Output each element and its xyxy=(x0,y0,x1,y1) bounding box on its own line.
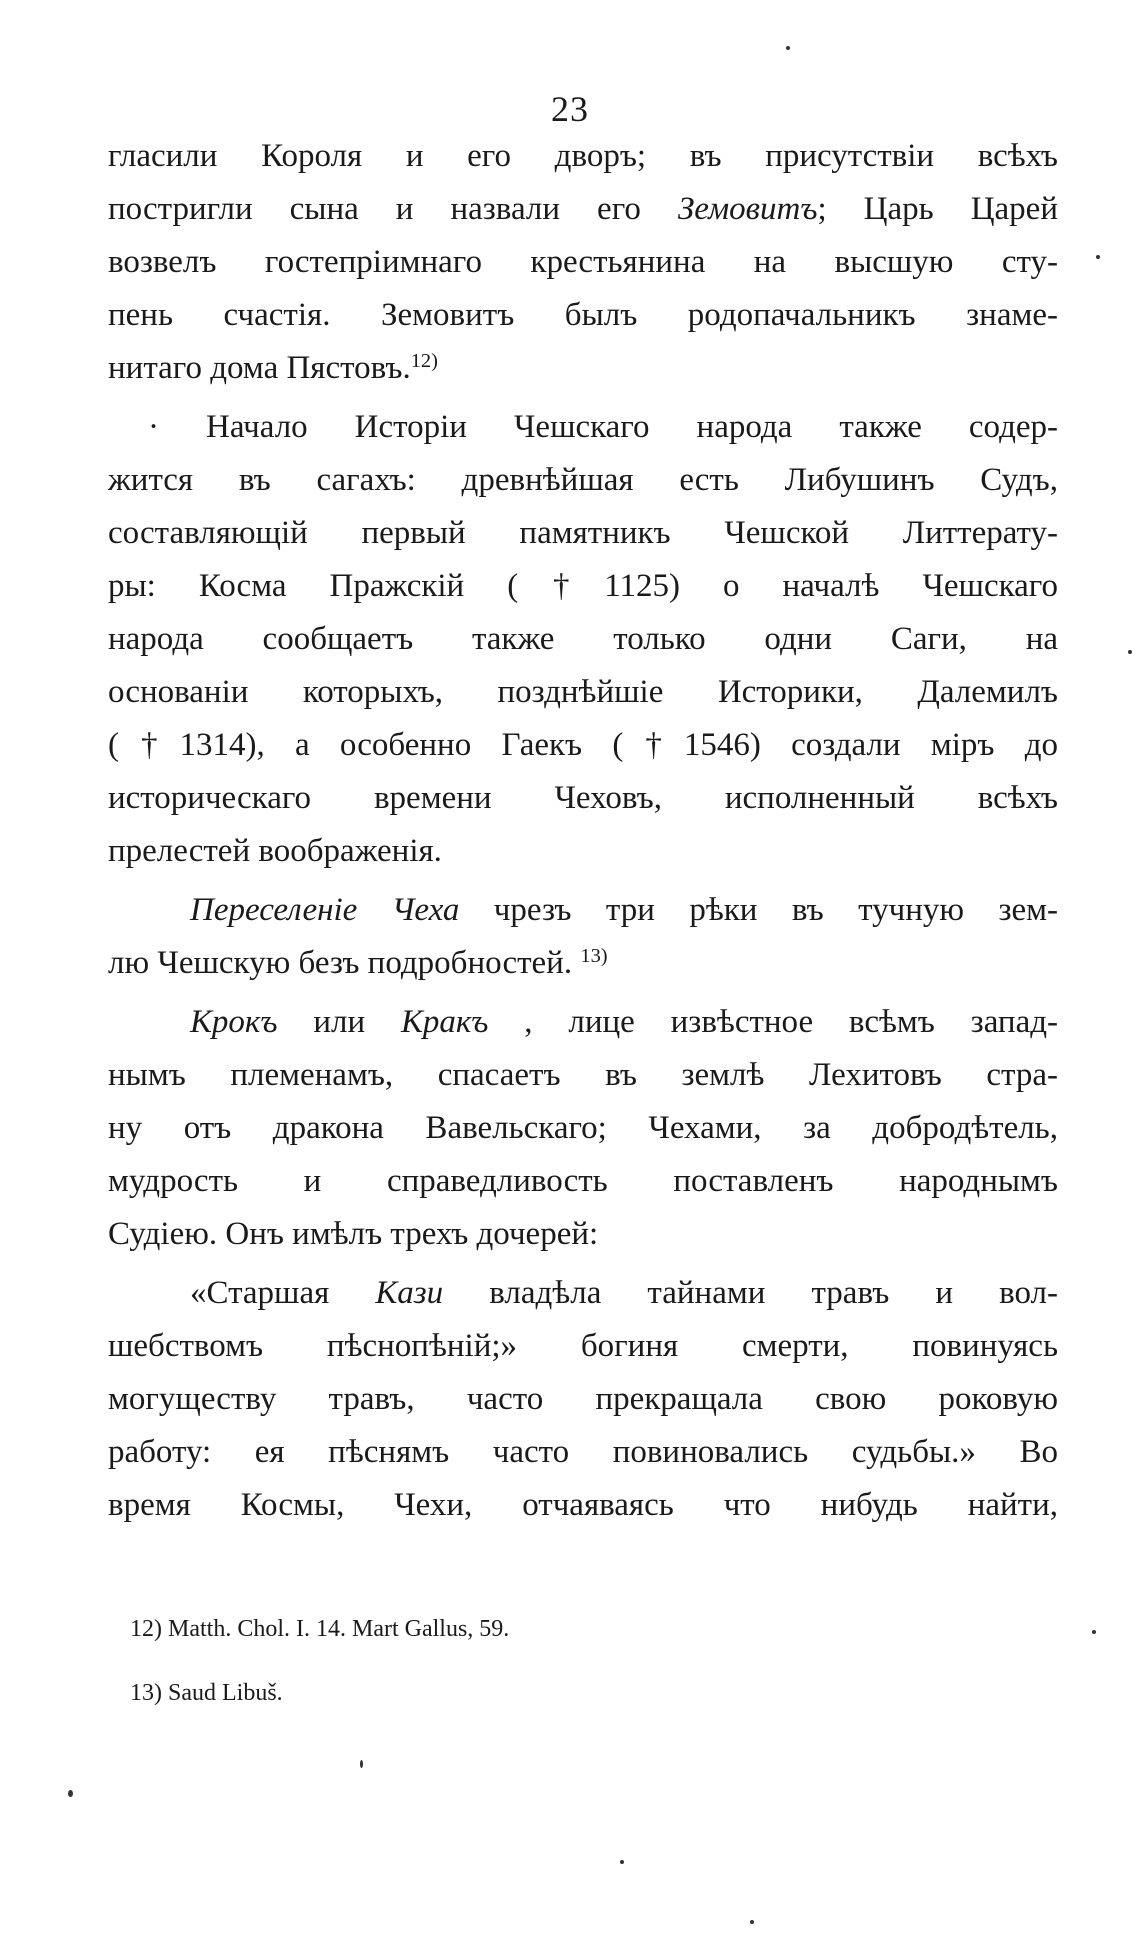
text-segment: «Старшая xyxy=(190,1275,376,1311)
text-line: пень счастія. Земовитъ былъ родопачальникъ знаме- xyxy=(108,297,1058,333)
italic-name: Кази xyxy=(375,1275,444,1311)
text-line: возвелъ гостепріимнаго крестьянина на высшую сту- xyxy=(108,244,1058,280)
italic-name: Земовитъ xyxy=(677,191,818,227)
text-line: историческаго времени Чеховъ, исполненный всѣхъ xyxy=(108,780,1058,816)
text-line: жится въ сагахъ: древнѣйшая есть Либушинъ Судъ, xyxy=(108,462,1058,498)
text-line xyxy=(108,937,1058,990)
text-line: работу: ея пѣснямъ часто повиновались судьбы.» Во xyxy=(108,1434,1058,1470)
text-line xyxy=(108,1267,1058,1320)
text-line: составляющій первый памятникъ Чешской Литтерату- xyxy=(108,515,1058,551)
text-line: ры: Косма Пражскій (†1125) о началѣ Чешскаго xyxy=(108,568,1058,604)
text-line: шебствомъ пѣснопѣній;» богиня смерти, повинуясь xyxy=(108,1328,1058,1364)
footnote: 12) Matth. Chol. I. 14. Mart Gallus, 59. xyxy=(130,1616,510,1642)
paragraph xyxy=(108,884,1058,990)
text-line: · Начало Исторіи Чешскаго народа также содер- xyxy=(148,409,1058,445)
text-segment: владѣла тайнами травъ и вол- xyxy=(443,1275,1058,1311)
footnote: 13) Saud Libuš. xyxy=(130,1680,283,1706)
scan-speck xyxy=(786,46,790,50)
scan-speck xyxy=(1128,650,1132,654)
scan-speck xyxy=(68,1790,73,1797)
text-line: основаніи которыхъ, позднѣйшіе Историки, Далемилъ xyxy=(108,674,1058,710)
text-line: прелестей воображенія. xyxy=(108,833,442,869)
italic-phrase: Переселеніе Чеха xyxy=(190,892,460,928)
paragraph xyxy=(108,401,1058,878)
scan-speck xyxy=(1092,1630,1096,1634)
text-line: гласили Короля и его дворъ; въ присутствіи всѣхъ xyxy=(108,138,1058,174)
paragraph xyxy=(108,1267,1058,1532)
scan-speck xyxy=(620,1860,624,1864)
text-line xyxy=(108,342,1058,395)
page-number: 23 xyxy=(551,89,589,129)
text-line: Судіею. Онъ имѣлъ трехъ дочерей: xyxy=(108,1216,599,1252)
scan-speck xyxy=(750,1920,754,1924)
text-line: народа сообщаетъ также только одни Саги, на xyxy=(108,621,1058,657)
text-line: могуществу травъ, часто прекращала свою роковую xyxy=(108,1381,1058,1417)
footnote-ref: 12) xyxy=(410,349,438,372)
text-segment: ; Царь Царей xyxy=(817,191,1058,227)
text-line xyxy=(108,183,1058,236)
text-segment: чрезъ три рѣки въ тучную зем- xyxy=(459,892,1058,928)
text-segment: лю Чешскую безъ подробностей. xyxy=(108,945,581,981)
text-line xyxy=(108,996,1058,1049)
paragraph xyxy=(108,996,1058,1261)
text-line: мудрость и справедливость поставленъ народнымъ xyxy=(108,1163,1058,1199)
text-line: (†1314), а особенно Гаекъ (†1546) создали міръ до xyxy=(108,727,1058,763)
text-segment: , лице извѣстное всѣмъ запад- xyxy=(488,1004,1058,1040)
text-segment: нитаго дома Пястовъ. xyxy=(108,350,411,386)
footnote-ref: 13) xyxy=(580,944,608,967)
scan-speck xyxy=(1096,255,1100,259)
italic-name: Крокъ xyxy=(190,1004,278,1040)
text-line: нымъ племенамъ, спасаетъ въ землѣ Лехитовъ стра- xyxy=(108,1057,1058,1093)
footnotes xyxy=(130,1614,1030,1742)
body-text xyxy=(108,130,1058,1532)
paragraph xyxy=(108,130,1058,395)
text-line: время Космы, Чехи, отчаяваясь что нибудь найти, xyxy=(108,1487,1058,1523)
scan-speck xyxy=(360,1760,363,1768)
text-line xyxy=(108,884,1058,937)
text-segment: или xyxy=(277,1004,401,1040)
text-line: ну отъ дракона Вавельскаго; Чехами, за добродѣтель, xyxy=(108,1110,1058,1146)
text-segment: постригли сына и назвали его xyxy=(108,191,678,227)
italic-name: Кракъ xyxy=(400,1004,489,1040)
